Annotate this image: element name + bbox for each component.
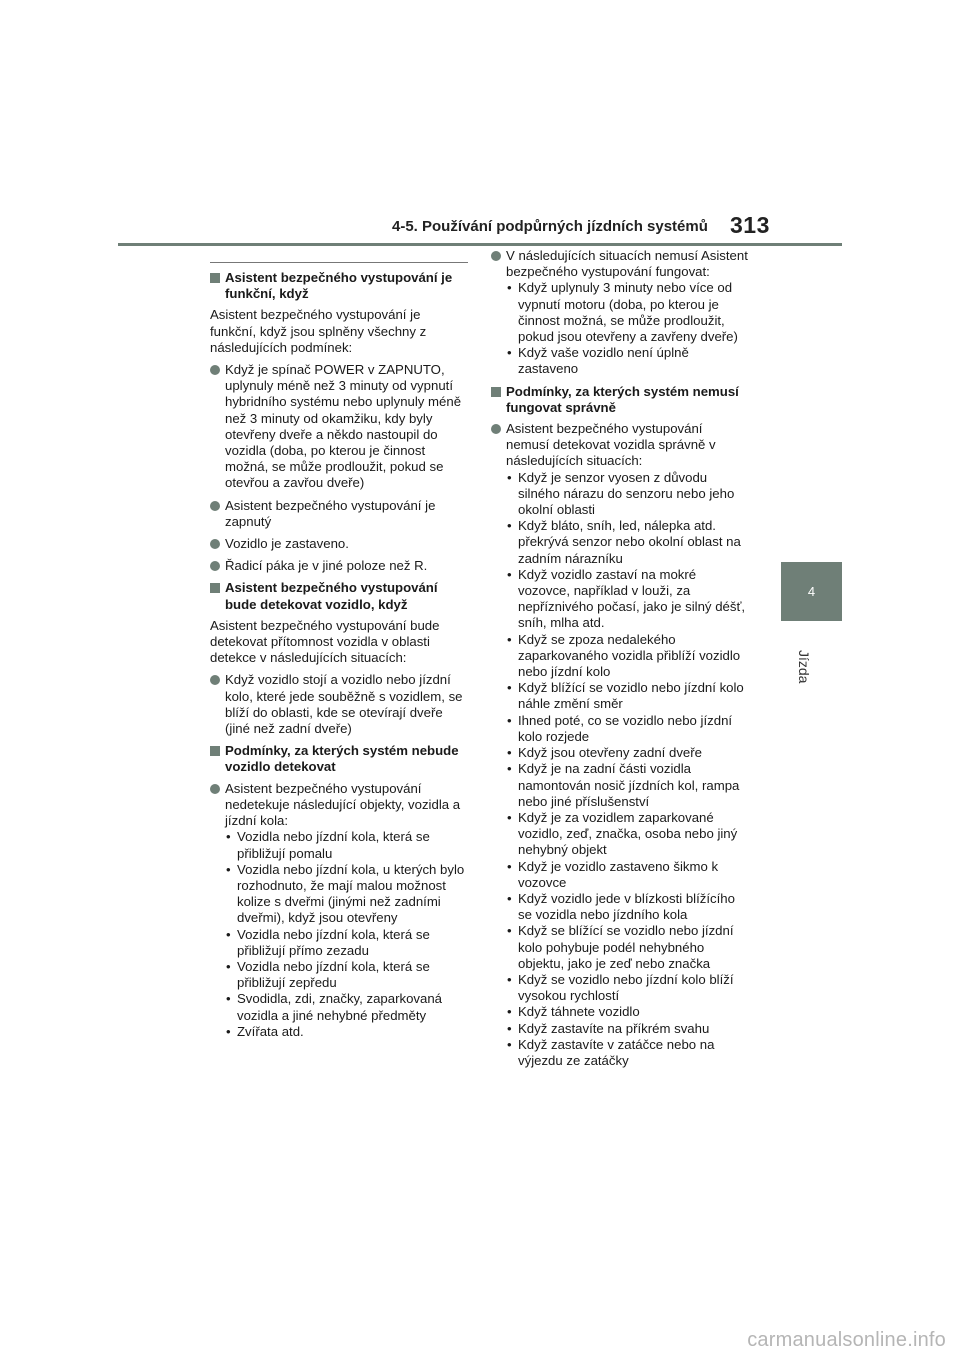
round-bullet-icon <box>210 365 220 375</box>
sub-list-item: • Když se vozidlo nebo jízdní kolo blíží vysokou rychlostí <box>506 972 749 1004</box>
sub-list-item: • Když se blížící se vozidlo nebo jízdní kolo pohybuje podél nehybného objektu, jako je zeď nebo značka <box>506 923 749 972</box>
sub-list-item: • Vozidla nebo jízdní kola, u kterých bylo rozhodnuto, že mají malou možnost kolize s dveřmi (jinými než zadními dveřmi), když jsou otevřeny <box>225 862 468 927</box>
sub-list-item: • Zvířata atd. <box>225 1024 468 1040</box>
page-number: 313 <box>730 212 770 238</box>
sub-list-item: • Když je za vozidlem zaparkované vozidlo, zeď, značka, osoba nebo jiný nehybný objekt <box>506 810 749 859</box>
column-top-rule <box>210 262 468 263</box>
bullet-item <box>210 498 468 530</box>
square-bullet-icon <box>210 273 220 283</box>
bullet-text: Vozidlo je zastaveno. <box>225 536 349 552</box>
sub-list-item: • Vozidla nebo jízdní kola, která se přibližují pomalu <box>225 829 468 861</box>
bullet-text: Asistent bezpečného vystupování je zapnutý <box>225 497 436 529</box>
square-bullet-icon <box>210 746 220 756</box>
right-column <box>491 248 749 1075</box>
paragraph: Asistent bezpečného vystupování bude detekovat přítomnost vozidla v oblasti detekce v následujících situacích: <box>210 617 440 666</box>
sub-list-item: • Když jsou otevřeny zadní dveře <box>506 745 749 761</box>
heading-text: Asistent bezpečného vystupování je funkční, když <box>225 270 453 302</box>
bullet-item <box>210 536 468 552</box>
bullet-item <box>491 248 749 280</box>
round-bullet-icon <box>210 561 220 571</box>
chapter-tab <box>781 562 842 621</box>
sub-list-item: • Když vaše vozidlo není úplně zastaveno <box>506 345 749 377</box>
header-rule <box>118 243 842 246</box>
sub-list-item: • Když zastavíte na příkrém svahu <box>506 1021 749 1037</box>
bullet-item <box>210 672 468 737</box>
bullet-text: V následujících situacích nemusí Asistent bezpečného vystupování fungovat: <box>506 248 748 280</box>
bullet-text: Asistent bezpečného vystupování nemusí detekovat vozidla správně v následujících situacích: <box>506 421 716 469</box>
section-heading <box>210 270 468 302</box>
sub-list <box>506 470 749 1070</box>
sub-list-item: • Když vozidlo zastaví na mokré vozovce, například v louži, za nepříznivého počasí, jako je silný déšť, sníh, mlha atd. <box>506 567 749 632</box>
round-bullet-icon <box>210 675 220 685</box>
round-bullet-icon <box>491 424 501 434</box>
sub-list-item: • Když blížící se vozidlo nebo jízdní kolo náhle změní směr <box>506 680 749 712</box>
round-bullet-icon <box>210 539 220 549</box>
chapter-number: 4 <box>807 584 816 599</box>
sub-list-item: • Když táhnete vozidlo <box>506 1004 749 1020</box>
sub-list-item: • Svodidla, zdi, značky, zaparkovaná vozidla a jiné nehybné předměty <box>225 991 468 1023</box>
round-bullet-icon <box>210 501 220 511</box>
heading-text: Podmínky, za kterých systém nebude vozidlo detekovat <box>225 743 459 775</box>
sub-list-item: • Vozidla nebo jízdní kola, která se přibližují zepředu <box>225 959 468 991</box>
watermark: carmanualsonline.info <box>747 1329 946 1351</box>
sub-list-item: • Vozidla nebo jízdní kola, která se přibližují přímo zezadu <box>225 927 468 959</box>
bullet-item <box>210 558 468 574</box>
bullet-item <box>210 781 468 830</box>
heading-text: Podmínky, za kterých systém nemusí fungovat správně <box>506 383 739 415</box>
bullet-item <box>210 362 468 492</box>
section-heading <box>210 743 468 775</box>
bullet-text: Když je spínač POWER v ZAPNUTO, uplynuly méně než 3 minuty od vypnutí hybridního systému nebo uplynuly méně než 3 minuty od okamžiku, kdy byly otevřeny dveře a někdo nastoupil do vozidla (doba, po kterou je činnost možná, se může prodloužit, pokud se otevřou a zavřou dveře) <box>225 362 462 491</box>
square-bullet-icon <box>210 583 220 593</box>
square-bullet-icon <box>491 387 501 397</box>
sub-list-item: • Když je na zadní části vozidla namontován nosič jízdních kol, rampa nebo jiné příslušenství <box>506 761 749 810</box>
sub-list <box>506 280 749 377</box>
sub-list <box>225 829 468 1040</box>
sub-list-item: • Když uplynuly 3 minuty nebo více od vypnutí motoru (doba, po kterou je činnost možná, se může prodloužit, pokud jsou otevřeny a zavřeny dveře) <box>506 280 749 345</box>
paragraph: Asistent bezpečného vystupování je funkční, když jsou splněny všechny z následujících podmínek: <box>210 307 427 355</box>
section-heading <box>491 384 749 416</box>
sub-list-item: • Když zastavíte v zatáčce nebo na výjezdu ze zatáčky <box>506 1037 749 1069</box>
round-bullet-icon <box>491 251 501 261</box>
sub-list-item: • Když se zpoza nedalekého zaparkovaného vozidla přiblíží vozidlo nebo jízdní kolo <box>506 632 749 681</box>
left-column <box>210 262 468 1046</box>
heading-text: Asistent bezpečného vystupování bude detekovat vozidlo, když <box>225 580 438 612</box>
sub-list-item: • Když je vozidlo zastaveno šikmo k vozovce <box>506 859 749 891</box>
sub-list-item: • Ihned poté, co se vozidlo nebo jízdní kolo rozjede <box>506 713 749 745</box>
bullet-text: Asistent bezpečného vystupování nedetekuje následující objekty, vozidla a jízdní kola: <box>225 780 461 829</box>
section-heading <box>210 580 468 612</box>
sub-list-item: • Když vozidlo jede v blízkosti blížícího se vozidla nebo jízdního kola <box>506 891 749 923</box>
bullet-text: Řadicí páka je v jiné poloze než R. <box>225 558 428 574</box>
sub-list-item: • Když je senzor vyosen z důvodu silného nárazu do senzoru nebo jeho okolní oblasti <box>506 470 749 519</box>
round-bullet-icon <box>210 784 220 794</box>
bullet-item <box>491 421 749 470</box>
bullet-text: Když vozidlo stojí a vozidlo nebo jízdní kolo, které jede souběžně s vozidlem, se blíží do oblasti, kde se otevírají dveře (jiné než zadní dveře) <box>225 672 463 737</box>
chapter-label: Jízda <box>796 650 812 684</box>
sub-list-item: • Když bláto, sníh, led, nálepka atd. překrývá senzor nebo okolní oblast na zadním nárazníku <box>506 518 749 567</box>
section-title: 4-5. Používání podpůrných jízdních systémů <box>392 218 708 235</box>
